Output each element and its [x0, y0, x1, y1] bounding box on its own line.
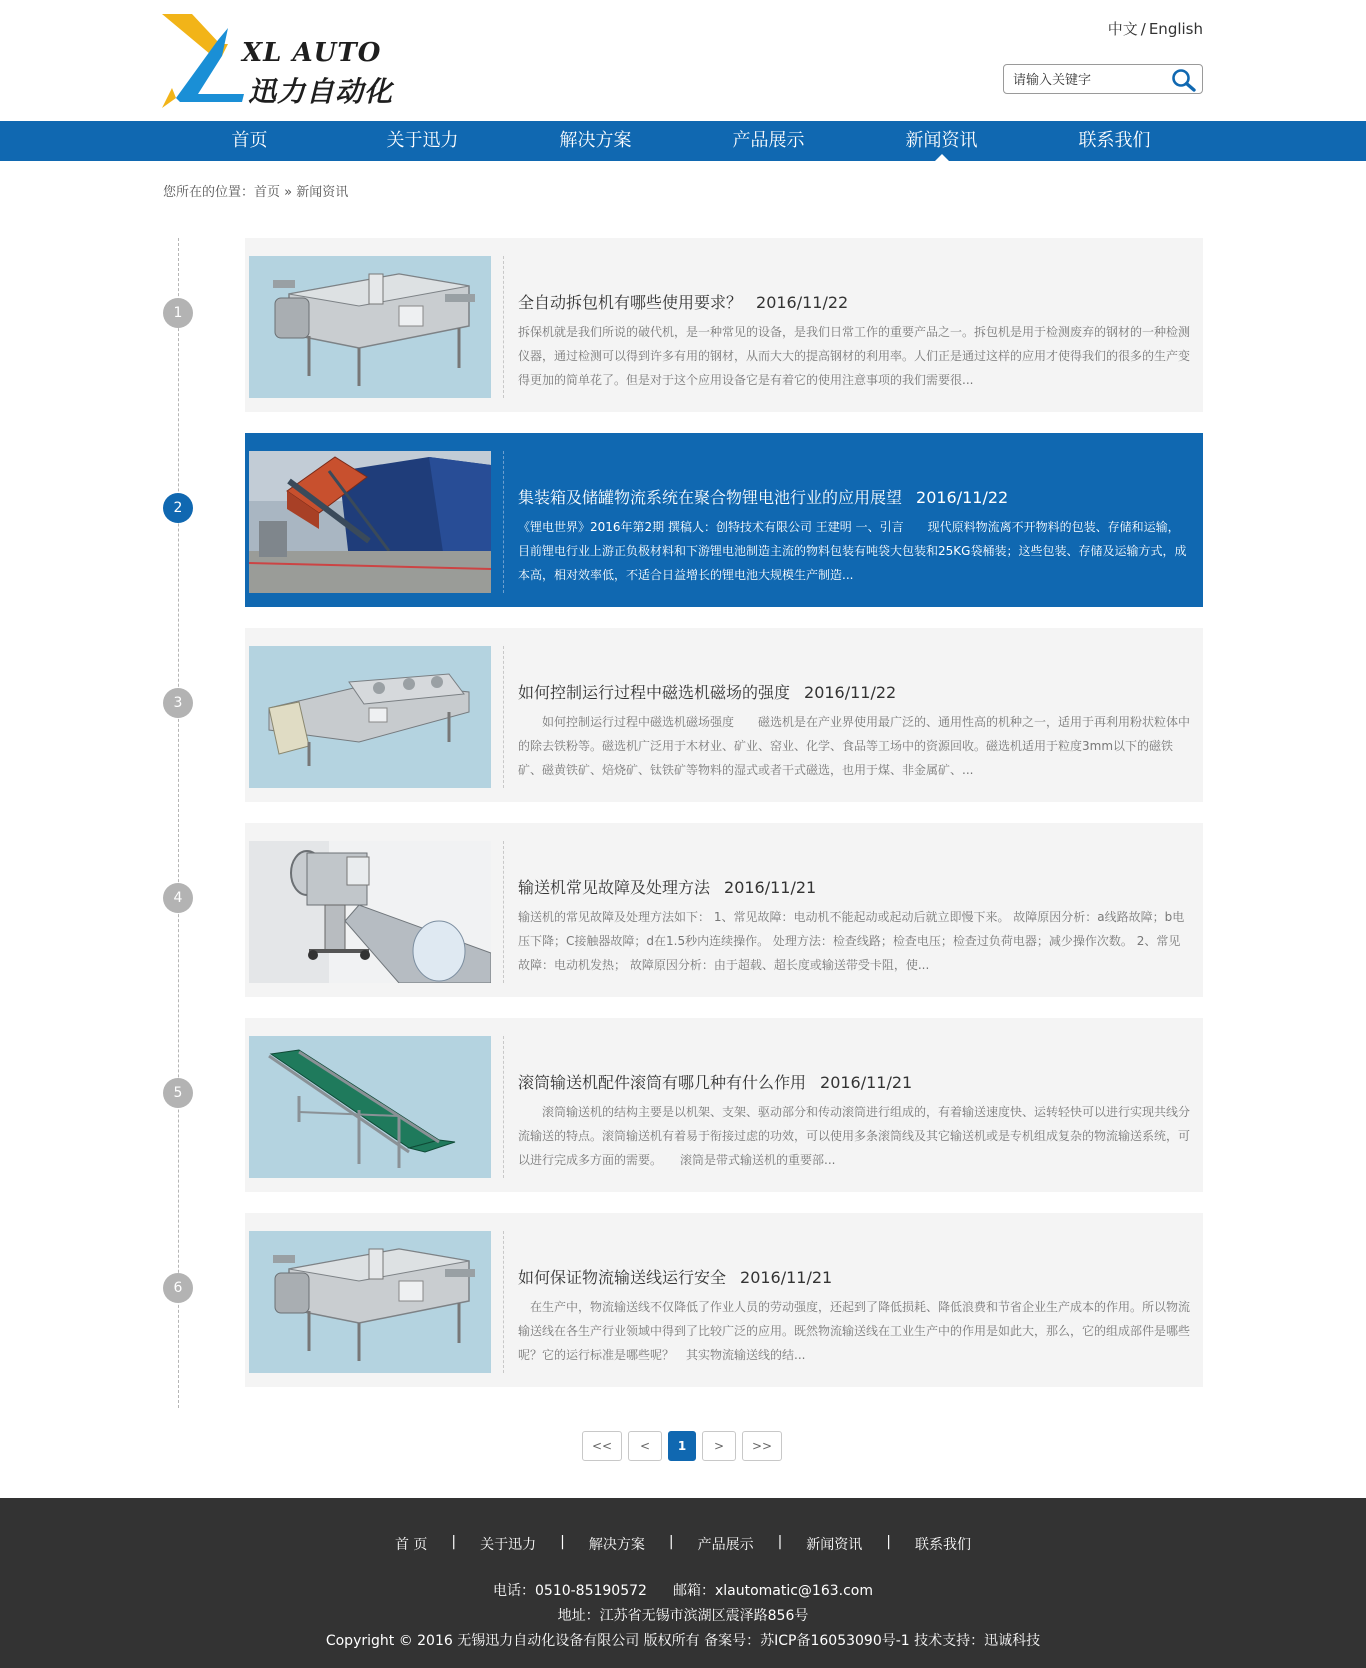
site-header — [0, 0, 1366, 121]
search-icon[interactable] — [1170, 67, 1198, 93]
footer-nav-separator: | — [886, 1534, 892, 1550]
news-item-active[interactable] — [245, 433, 1203, 607]
news-date: 2016/11/21 — [724, 878, 817, 897]
news-thumbnail-belt-conveyor[interactable] — [249, 1036, 491, 1178]
pagination-next-button[interactable]: > — [702, 1431, 736, 1461]
item-divider — [503, 1036, 504, 1178]
logo-text-en: XL AUTO — [242, 38, 382, 68]
nav-item-products[interactable]: 产品展示 — [732, 130, 805, 151]
footer-link-about[interactable]: 关于迅力 — [480, 1537, 537, 1553]
timeline-node: 1 — [163, 298, 193, 328]
timeline-node: 5 — [163, 1078, 193, 1108]
breadcrumb-prefix: 您所在的位置： — [163, 185, 255, 200]
news-summary: 如何控制运行过程中磁选机磁场强度 磁选机是在产业界使用最广泛的、通用性高的机种之一，适用于再利用粉状粒体中的除去铁粉等。磁选机广泛用于木材业、矿业、窑业、化学、食品等工场中的资源回收。磁选机适用于粒度3mm以下的磁铁矿、磁黄铁矿、焙烧矿、钛铁矿等物料的湿式或者干式磁选，也用于煤、非金属矿、... — [518, 715, 1190, 777]
item-divider — [503, 1231, 504, 1373]
pagination-page-current[interactable]: 1 — [668, 1431, 696, 1461]
news-thumbnail-magnetic-separator[interactable] — [249, 646, 491, 788]
nav-item-news[interactable]: 新闻资讯 — [855, 121, 1028, 161]
nav-item-solutions[interactable]: 解决方案 — [559, 130, 632, 151]
news-item[interactable] — [245, 1018, 1203, 1192]
news-thumbnail-container-tipper[interactable] — [249, 451, 491, 593]
footer-nav-separator: | — [777, 1534, 783, 1550]
pagination — [582, 1431, 782, 1461]
footer-nav — [0, 1534, 1366, 1554]
timeline-node: 3 — [163, 688, 193, 718]
lang-english-link[interactable]: English — [1148, 20, 1203, 38]
news-date: 2016/11/22 — [756, 293, 849, 312]
timeline-node: 4 — [163, 883, 193, 913]
breadcrumb-home-link[interactable]: 首页 — [254, 185, 281, 200]
timeline-line — [178, 238, 179, 1408]
nav-item-contact[interactable]: 联系我们 — [1078, 130, 1151, 151]
item-divider — [503, 646, 504, 788]
footer-nav-separator: | — [560, 1534, 565, 1550]
news-title[interactable] — [518, 290, 848, 313]
footer-nav-separator: | — [668, 1534, 674, 1550]
news-item[interactable] — [245, 628, 1203, 802]
footer-copyright: Copyright © 2016 无锡迅力自动化设备有限公司 版权所有 备案号：苏ICP备16053090号-1 技术支持：迅诚科技 — [325, 1633, 1041, 1649]
news-title-text[interactable]: 滚筒输送机配件滚筒有哪几种有什么作用 — [518, 1073, 807, 1092]
pagination-prev-button[interactable]: < — [628, 1431, 662, 1461]
news-date: 2016/11/22 — [916, 488, 1009, 507]
news-title-text[interactable]: 如何保证物流输送线运行安全 — [518, 1268, 727, 1287]
news-title[interactable] — [518, 1265, 832, 1288]
footer-phone: 电话：0510-85190572 — [493, 1583, 647, 1599]
footer-link-solutions[interactable]: 解决方案 — [588, 1537, 645, 1553]
footer-address: 地址：江苏省无锡市滨湖区震泽路856号 — [557, 1608, 809, 1624]
news-item[interactable] — [245, 238, 1203, 412]
breadcrumb-current: 新闻资讯 — [296, 185, 349, 200]
news-summary: 拆保机就是我们所说的破代机，是一种常见的设备，是我们日常工作的重要产品之一。拆包机是用于检测废弃的钢材的一种检测仪器，通过检测可以得到许多有用的钢材，从而大大的提高钢材的利用率。人们正是通过这样的应用才使得我们的很多的生产变得更加的简单花了。但是对于这个应用设备它是有着它的使用注意事项的我们需要很... — [518, 325, 1190, 387]
news-summary: 滚筒输送机的结构主要是以机架、支架、驱动部分和传动滚筒进行组成的，有着输送速度快、运转轻快可以进行实现共线分流输送的特点。滚筒输送机有着易于衔接过虑的功效，可以使用多条滚筒线及其它输送机或是专机组成复杂的物流输送系统，可以进行完成多方面的需要。 滚筒是带式输送机的重要部... — [518, 1105, 1190, 1167]
news-summary: 输送机的常见故障及处理方法如下： 1、常见故障：电动机不能起动或起动后就立即慢下来。 故障原因分析：a线路故障；b电压下降；C接触器故障；d在1.5秒内连续操作。 处理方法：检查线路；检查电压；检查过负荷电器；减少操作次数。 2、常见故障：电动机发热； 故障原因分析：由于超载、超长度或输送带受卡阻，使... — [518, 910, 1185, 972]
news-title[interactable] — [518, 680, 896, 703]
footer-link-products[interactable]: 产品展示 — [697, 1537, 754, 1553]
timeline-node: 6 — [163, 1273, 193, 1303]
news-thumbnail-conveyor-feeder[interactable] — [249, 841, 491, 983]
lang-chinese-link[interactable]: 中文 — [1107, 20, 1138, 38]
nav-item-home[interactable]: 首页 — [231, 130, 268, 151]
footer-contact-line — [0, 1580, 1366, 1600]
language-switcher — [1108, 18, 1203, 39]
timeline-node-active: 2 — [163, 493, 193, 523]
logo-text-cn: 迅力自动化 — [248, 75, 394, 108]
item-divider — [503, 256, 504, 398]
news-title[interactable] — [518, 1070, 912, 1093]
news-title-text[interactable]: 全自动拆包机有哪些使用要求？ — [518, 293, 743, 312]
breadcrumb — [163, 181, 348, 200]
pagination-first-button[interactable]: << — [582, 1431, 622, 1461]
news-date: 2016/11/22 — [804, 683, 897, 702]
nav-item-about[interactable]: 关于迅力 — [386, 130, 459, 151]
news-item[interactable] — [245, 1213, 1203, 1387]
breadcrumb-separator: » — [284, 185, 293, 200]
search-box — [1003, 64, 1203, 94]
item-divider — [503, 451, 504, 593]
footer-link-home[interactable]: 首 页 — [394, 1537, 428, 1553]
news-date: 2016/11/21 — [820, 1073, 913, 1092]
footer-nav-separator: | — [451, 1534, 457, 1550]
news-summary: 在生产中，物流输送线不仅降低了作业人员的劳动强度，还起到了降低损耗、降低浪费和节省企业生产成本的作用。所以物流输送线在各生产行业领域中得到了比较广泛的应用。既然物流输送线在工业生产中的作用是如此大，那么，它的组成部件是哪些呢？它的运行标准是哪些呢？ 其实物流输送线的结... — [518, 1300, 1190, 1362]
item-divider — [503, 841, 504, 983]
main-nav — [0, 121, 1366, 161]
news-title-text[interactable]: 集装箱及储罐物流系统在聚合物锂电池行业的应用展望 — [518, 488, 903, 507]
footer-link-contact[interactable]: 联系我们 — [915, 1537, 972, 1553]
news-title-text[interactable]: 如何控制运行过程中磁选机磁场的强度 — [518, 683, 791, 702]
news-summary: 《锂电世界》2016年第2期 撰稿人：创特技术有限公司 王建明 一、引言 现代原料物流离不开物料的包装、存储和运输，目前锂电行业上游正负极材料和下游锂电池制造主流的物料包装有吨袋大包装和25KG袋桶装；这些包装、存储及运输方式，成本高，相对效率低，不适合日益增长的锂电池大规模生产制造... — [518, 520, 1187, 582]
news-title[interactable] — [518, 485, 1008, 508]
search-input[interactable] — [1013, 71, 1168, 89]
lang-separator: / — [1140, 20, 1146, 38]
news-title-text[interactable]: 输送机常见故障及处理方法 — [518, 878, 711, 897]
footer-link-news[interactable]: 新闻资讯 — [806, 1537, 863, 1553]
pagination-last-button[interactable]: >> — [742, 1431, 782, 1461]
site-footer — [0, 1498, 1366, 1668]
news-date: 2016/11/21 — [740, 1268, 833, 1287]
footer-email: 邮箱：xlautomatic@163.com — [672, 1583, 873, 1599]
news-item[interactable] — [245, 823, 1203, 997]
news-thumbnail-unpacker[interactable] — [249, 1231, 491, 1373]
news-thumbnail-unpacker[interactable] — [249, 256, 491, 398]
news-title[interactable] — [518, 875, 816, 898]
site-logo[interactable] — [162, 14, 402, 108]
